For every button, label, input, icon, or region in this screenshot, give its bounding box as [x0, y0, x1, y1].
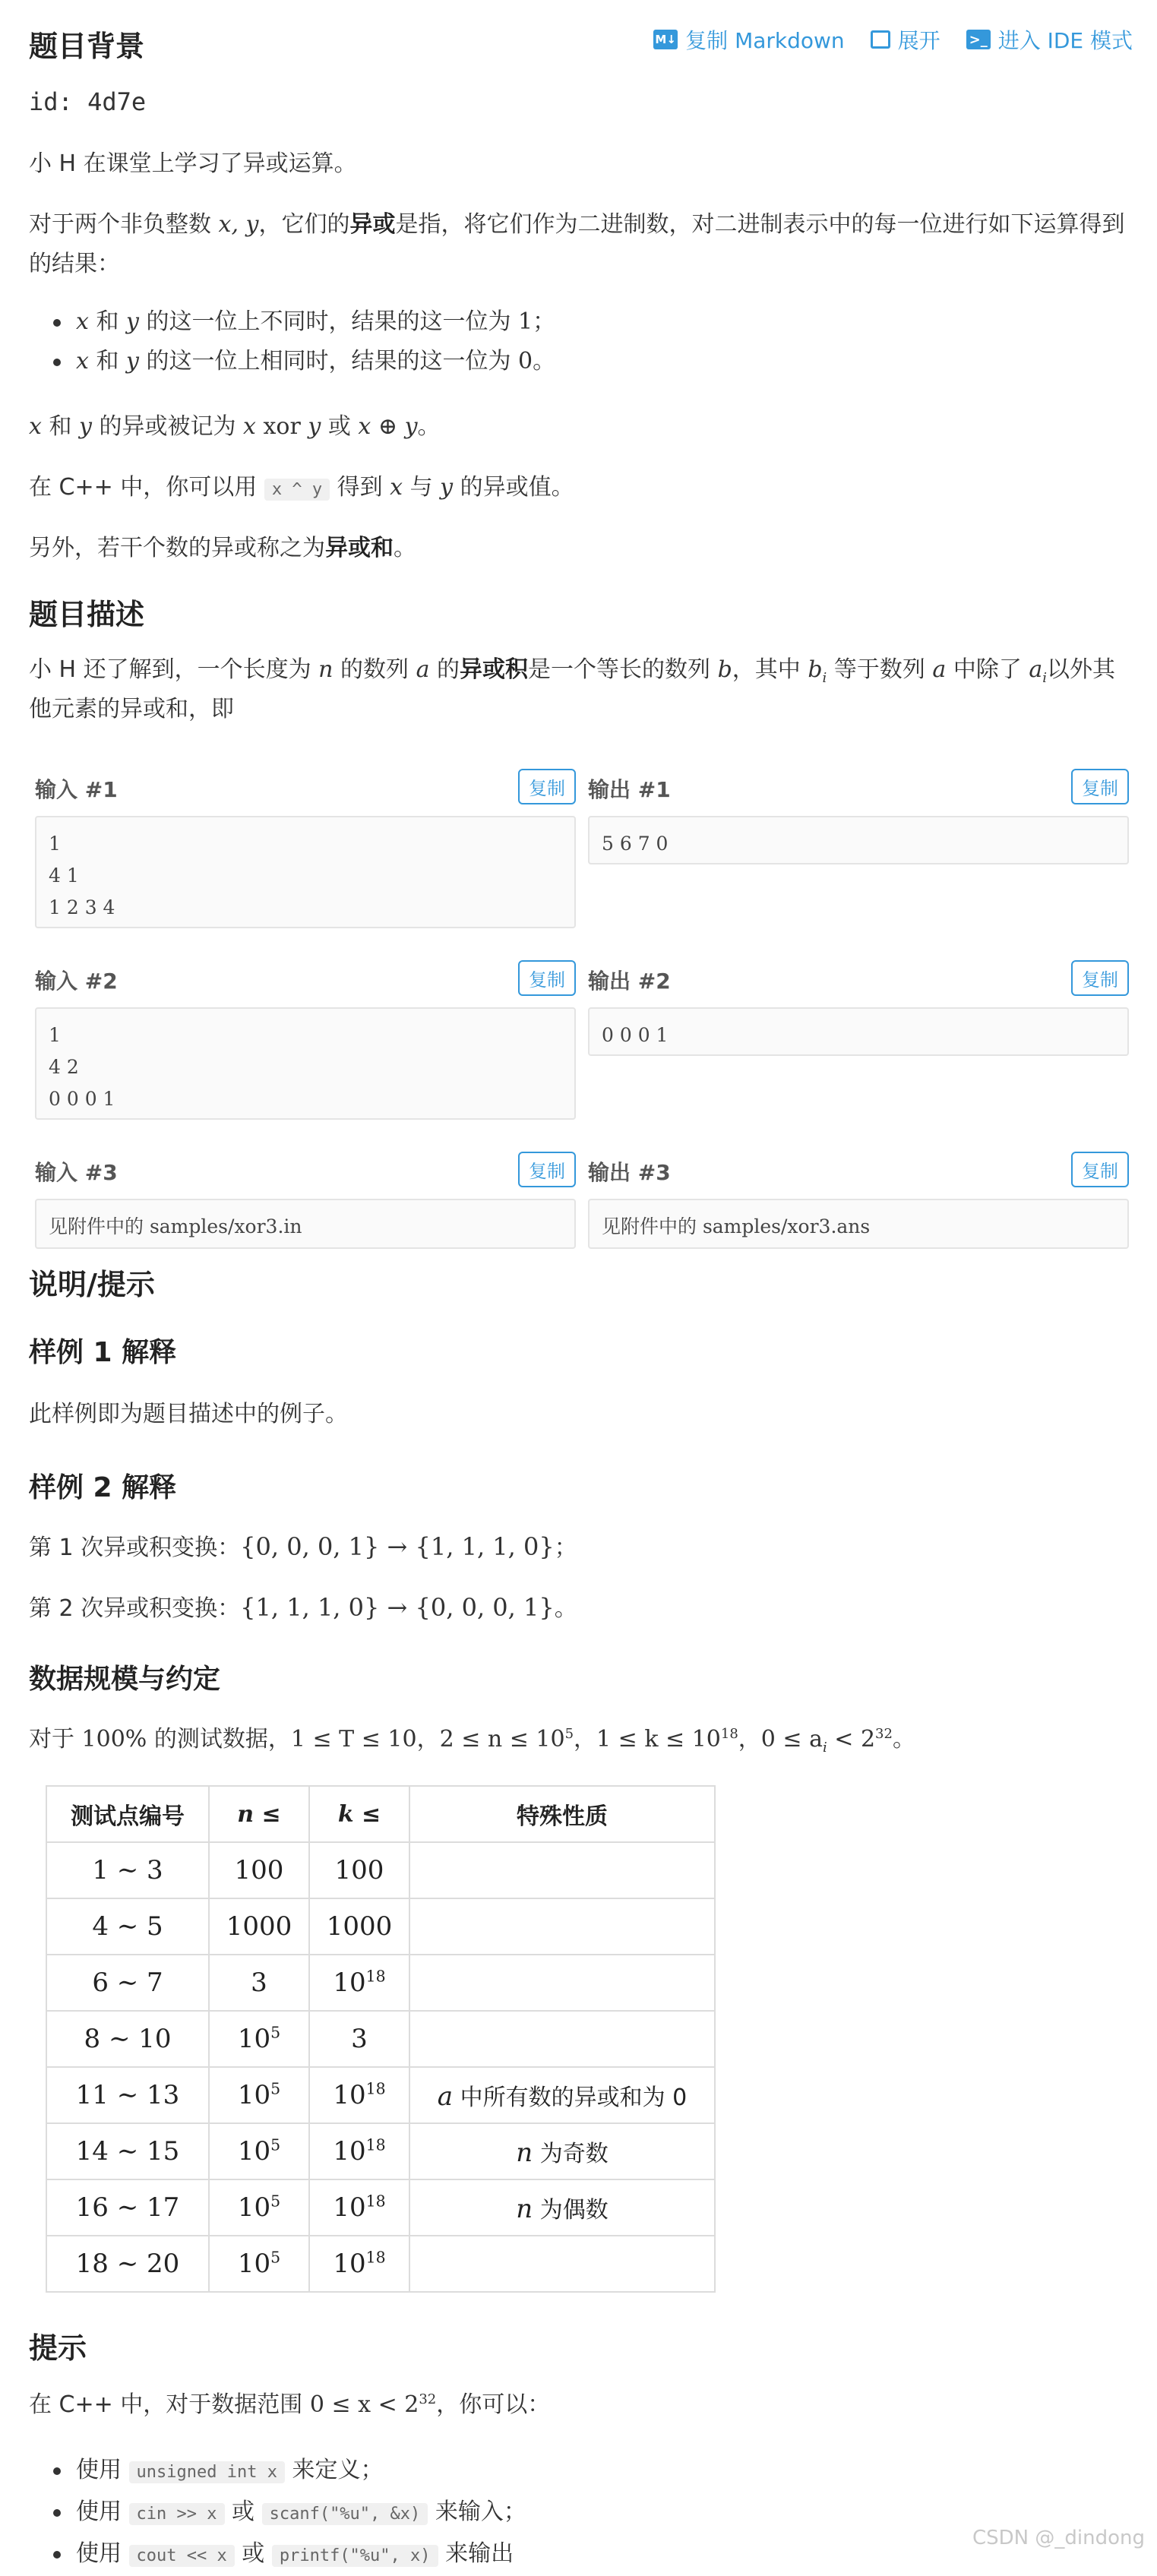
table-cell: $10^5$: [209, 2067, 309, 2123]
table-row: [46, 1955, 715, 2011]
table-cell: 8 ∼ 10: [46, 2011, 209, 2067]
sample-output-box: 0 0 0 1: [588, 1007, 1129, 1056]
description-text: 小 H 还了解到，一个长度为 n 的数列 a 的异或积是一个等长的数列 b，其中 $b_i$ 等于数列 a 中除了 $a_i$以外其他元素的异或和，即: [29, 656, 1116, 722]
ide-mode-button[interactable]: [966, 24, 1133, 55]
table-cell: n 为奇数: [409, 2123, 715, 2179]
copy-markdown-button[interactable]: [653, 24, 845, 55]
description-title: 题目描述: [29, 598, 145, 631]
table-header: 特殊性质: [409, 1786, 715, 1842]
ide-mode-label: 进入 IDE 模式: [997, 28, 1133, 53]
example1-title: 样例 1 解释: [29, 1337, 177, 1368]
inline-code: cin >> x: [129, 2503, 225, 2525]
table-header: k ≤: [309, 1786, 409, 1842]
expand-label: 展开: [897, 28, 940, 53]
expand-button[interactable]: [871, 24, 940, 55]
sample-output-box: 见附件中的 samples/xor3.ans: [588, 1199, 1129, 1249]
table-row: [46, 1898, 715, 1955]
background-p2: 对于两个非负整数 x, y，它们的异或是指，将它们作为二进制数，对二进制表示中的每一位进行如下运算得到的结果：: [29, 211, 1125, 277]
example2-line1: 第 1 次异或积变换：{0, 0, 0, 1} → {1, 1, 1, 0}；: [29, 1532, 577, 1561]
markdown-icon: M↓: [653, 30, 678, 49]
table-cell: [409, 1955, 715, 2011]
table-cell: 14 ∼ 15: [46, 2123, 209, 2179]
table-cell: $10^{18}$: [309, 2236, 409, 2292]
sample-output-1: 输出 #1 复制 5 6 7 0: [582, 773, 1129, 864]
table-cell: 3: [309, 2011, 409, 2067]
table-cell: 11 ∼ 13: [46, 2067, 209, 2123]
background-p4: 在 C++ 中，你可以用 x ^ y 得到 x 与 y 的异或值。: [29, 474, 574, 501]
table-cell: 100: [309, 1842, 409, 1898]
sample-input-box: 1 4 1 1 2 3 4: [35, 816, 576, 928]
table-cell: 6 ∼ 7: [46, 1955, 209, 2011]
table-cell: 100: [209, 1842, 309, 1898]
table-cell: 1 ∼ 3: [46, 1842, 209, 1898]
scale-title: 数据规模与约定: [29, 1664, 221, 1695]
list-item: 使用 cin >> x 或 scanf("%u", &x) 来输入；: [53, 2492, 1128, 2534]
table-cell: $10^5$: [209, 2179, 309, 2236]
sample-input-box: 1 4 2 0 0 0 1: [35, 1007, 576, 1120]
table-cell: $10^{18}$: [309, 2067, 409, 2123]
terminal-icon: >_: [966, 30, 991, 49]
table-row: [46, 2123, 715, 2179]
example1-text: 此样例即为题目描述中的例子。: [29, 1401, 348, 1427]
example2-title: 样例 2 解释: [29, 1472, 177, 1503]
table-cell: a 中所有数的异或和为 0: [409, 2067, 715, 2123]
problem-toolbar: [653, 24, 1133, 55]
csdn-watermark: CSDN @_dindong: [972, 2527, 1145, 2549]
table-cell: $10^5$: [209, 2236, 309, 2292]
background-p3: x 和 y 的异或被记为 x xor y 或 x ⊕ y。: [29, 413, 441, 440]
sample-input-3: 输入 #3 复制 见附件中的 samples/xor3.in: [29, 1156, 576, 1250]
table-row: [46, 2179, 715, 2236]
example2-line2: 第 2 次异或积变换：{1, 1, 1, 0} → {0, 0, 0, 1}。: [29, 1593, 577, 1622]
copy-markdown-label: 复制 Markdown: [685, 28, 845, 53]
copy-button[interactable]: 复制: [518, 1152, 576, 1187]
sample-output-2: 输出 #2 复制 0 0 0 1: [582, 965, 1129, 1056]
table-cell: $10^5$: [209, 2123, 309, 2179]
tip-list: [53, 2451, 1128, 2576]
table-cell: [409, 2236, 715, 2292]
copy-button[interactable]: 复制: [1071, 769, 1129, 804]
table-header-row: [46, 1786, 715, 1842]
problem-id: id: 4d7e: [29, 87, 147, 116]
tip-text: 在 C++ 中，对于数据范围 $0 \le x < 2^{32}$，你可以：: [29, 2391, 551, 2418]
table-header: 测试点编号: [46, 1786, 209, 1842]
copy-button[interactable]: 复制: [518, 960, 576, 996]
copy-button[interactable]: 复制: [1071, 1152, 1129, 1187]
background-title: 题目背景: [29, 30, 145, 63]
table-cell: $10^{18}$: [309, 1955, 409, 2011]
inline-code: cout << x: [129, 2545, 235, 2567]
table-cell: [409, 1842, 715, 1898]
table-cell: [409, 1898, 715, 1955]
table-header: n ≤: [209, 1786, 309, 1842]
list-item: 使用 cout << x 或 printf("%u", x) 来输出: [53, 2534, 1128, 2576]
table-cell: 1000: [209, 1898, 309, 1955]
table-row: [46, 2236, 715, 2292]
data-scale-table: [46, 1785, 716, 2293]
background-p5: 另外，若干个数的异或称之为异或和。: [29, 535, 416, 561]
sample-input-box: 见附件中的 samples/xor3.in: [35, 1199, 576, 1249]
table-cell: n 为偶数: [409, 2179, 715, 2236]
sample-output-box: 5 6 7 0: [588, 816, 1129, 864]
sample-input-1: 输入 #1 复制 1 4 1 1 2 3 4: [29, 773, 576, 928]
list-item: x 和 y 的这一位上不同时，结果的这一位为 1；: [53, 302, 1128, 342]
table-cell: 18 ∼ 20: [46, 2236, 209, 2292]
table-cell: [409, 2011, 715, 2067]
tip-title: 提示: [29, 2331, 87, 2365]
table-cell: 16 ∼ 17: [46, 2179, 209, 2236]
xor-rules-list: [53, 302, 1128, 381]
table-row: [46, 1842, 715, 1898]
inline-code: scanf("%u", &x): [262, 2503, 428, 2525]
expand-icon: [871, 30, 890, 49]
table-cell: $10^{18}$: [309, 2179, 409, 2236]
list-item: x 和 y 的这一位上相同时，结果的这一位为 0。: [53, 342, 1128, 381]
table-cell: 1000: [309, 1898, 409, 1955]
hint-title: 说明/提示: [29, 1268, 155, 1301]
scale-text: 对于 100% 的测试数据，1 ≤ T ≤ 10，$2 \le n \le 10^5$，$1 \le k \le 10^{18}$，$0 \le a_i < 2^{32}$。: [29, 1726, 915, 1756]
inline-code: unsigned int x: [129, 2461, 285, 2483]
copy-button[interactable]: 复制: [518, 769, 576, 804]
inline-code: printf("%u", x): [272, 2545, 438, 2567]
copy-button[interactable]: 复制: [1071, 960, 1129, 996]
table-cell: 3: [209, 1955, 309, 2011]
table-row: [46, 2067, 715, 2123]
background-p1: 小 H 在课堂上学习了异或运算。: [29, 150, 357, 177]
sample-input-2: 输入 #2 复制 1 4 2 0 0 0 1: [29, 965, 576, 1120]
inline-code: x ^ y: [264, 479, 330, 501]
table-cell: $10^{18}$: [309, 2123, 409, 2179]
list-item: 使用 unsigned int x 来定义；: [53, 2451, 1128, 2492]
sample-output-3: 输出 #3 复制 见附件中的 samples/xor3.ans: [582, 1156, 1129, 1250]
table-cell: $10^5$: [209, 2011, 309, 2067]
table-cell: 4 ∼ 5: [46, 1898, 209, 1955]
table-row: [46, 2011, 715, 2067]
